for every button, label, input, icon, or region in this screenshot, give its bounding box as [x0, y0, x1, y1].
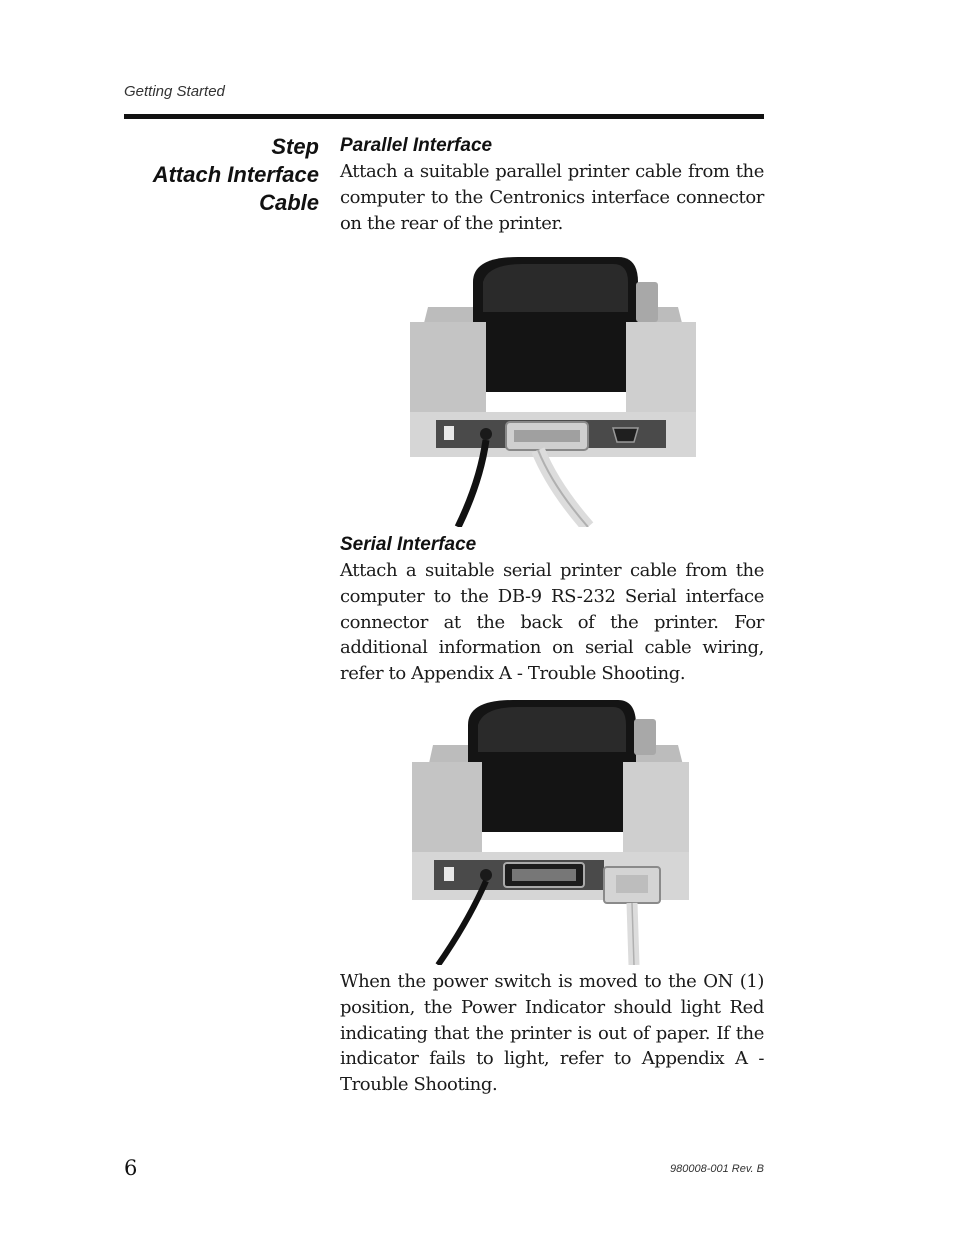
parallel-interface-text: Attach a suitable parallel printer cable from the computer to the Centronics interface connector on the rear of the printer. — [340, 161, 764, 234]
running-head: Getting Started — [124, 83, 225, 100]
step-heading-line-1: Step — [271, 134, 319, 159]
serial-interface-title: Serial Interface — [340, 534, 477, 555]
step-heading — [124, 133, 319, 217]
printer-parallel-cable-photo — [388, 252, 718, 527]
page-number: 6 — [124, 1156, 138, 1180]
power-indicator-text: When the power switch is moved to the ON (1) position, the Power Indicator should light Red indicating that the printer is out of paper. If the indicator fails to light, refer to Appendix A - Trouble Shooting. — [340, 971, 764, 1096]
parallel-interface-title: Parallel Interface — [340, 135, 493, 156]
document-id: 980008-001 Rev. B — [670, 1163, 764, 1175]
step-heading-line-2: Attach Interface — [152, 162, 319, 187]
printer-serial-cable-photo — [408, 697, 693, 965]
header-rule — [124, 114, 764, 119]
step-heading-line-3: Cable — [259, 190, 319, 215]
serial-interface-text: Attach a suitable serial printer cable from the computer to the DB-9 RS-232 Serial interface connector at the back of the printer. For additional information on serial cable wiring, refer to Appendix A - Trouble Shooting. — [340, 560, 764, 685]
